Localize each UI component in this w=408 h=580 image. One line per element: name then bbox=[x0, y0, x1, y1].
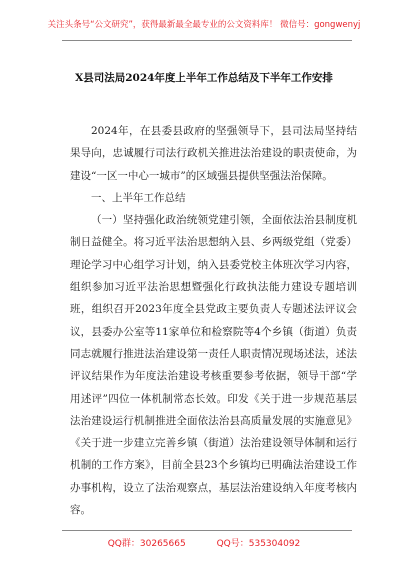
section-heading: 一、上半年工作总结 bbox=[91, 191, 186, 204]
document-body bbox=[70, 120, 357, 521]
footer-qq-number: QQ号：535304092 bbox=[216, 539, 301, 549]
header-divider bbox=[62, 40, 352, 41]
footer bbox=[0, 536, 408, 549]
footer-divider bbox=[62, 530, 352, 531]
intro-paragraph: 2024年，在县委县政府的坚强领导下，县司法局坚持结果导向，忠诚履行司法行政机关推进法治建设的职责使命，为建设“一区一中心一城市”的区域强县提供坚强法治保障。 bbox=[70, 125, 357, 182]
document-title: X县司法局2024年度上半年工作总结及下半年工作安排 bbox=[75, 72, 333, 84]
footer-qq-group: QQ群：30265665 bbox=[107, 539, 186, 549]
body-paragraph: （一）坚持强化政治统领党建引领，全面依法治县制度机制日益健全。将习近平法治思想纳入县、乡两级党组（党委）理论学习中心组学习计划，纳入县委党校主体班次学习内容，组织参加习近平法治思想暨强化行政执法能力建设专题培训班，组织召开2023年度全县党政主要负责人专题述法评议会议，县委办公室等11家单位和检察院等4个乡镇（街道）负责同志就履行推进法治建设第一责任人职责情况现场述法，述法评议结果作为年度法治建设考核重要参考依据，领导干部“学用述评”四位一体机制常态长效。印发《关于进一步规范基层法治建设运行机制推进全面依法治县高质量发展的实施意见》《关于进一步建立完善乡镇（街道）法治建设领导体制和运行机制的工作方案》，目前全县23个乡镇均已明确法治建设工作办事机构，设立了法治观察点，基层法治建设纳入年度考核内容。 bbox=[70, 214, 357, 517]
top-banner: 关注头条号“公文研究”，获得最新最全最专业的公文资料库！ 微信号：gongwenyj bbox=[47, 20, 361, 30]
